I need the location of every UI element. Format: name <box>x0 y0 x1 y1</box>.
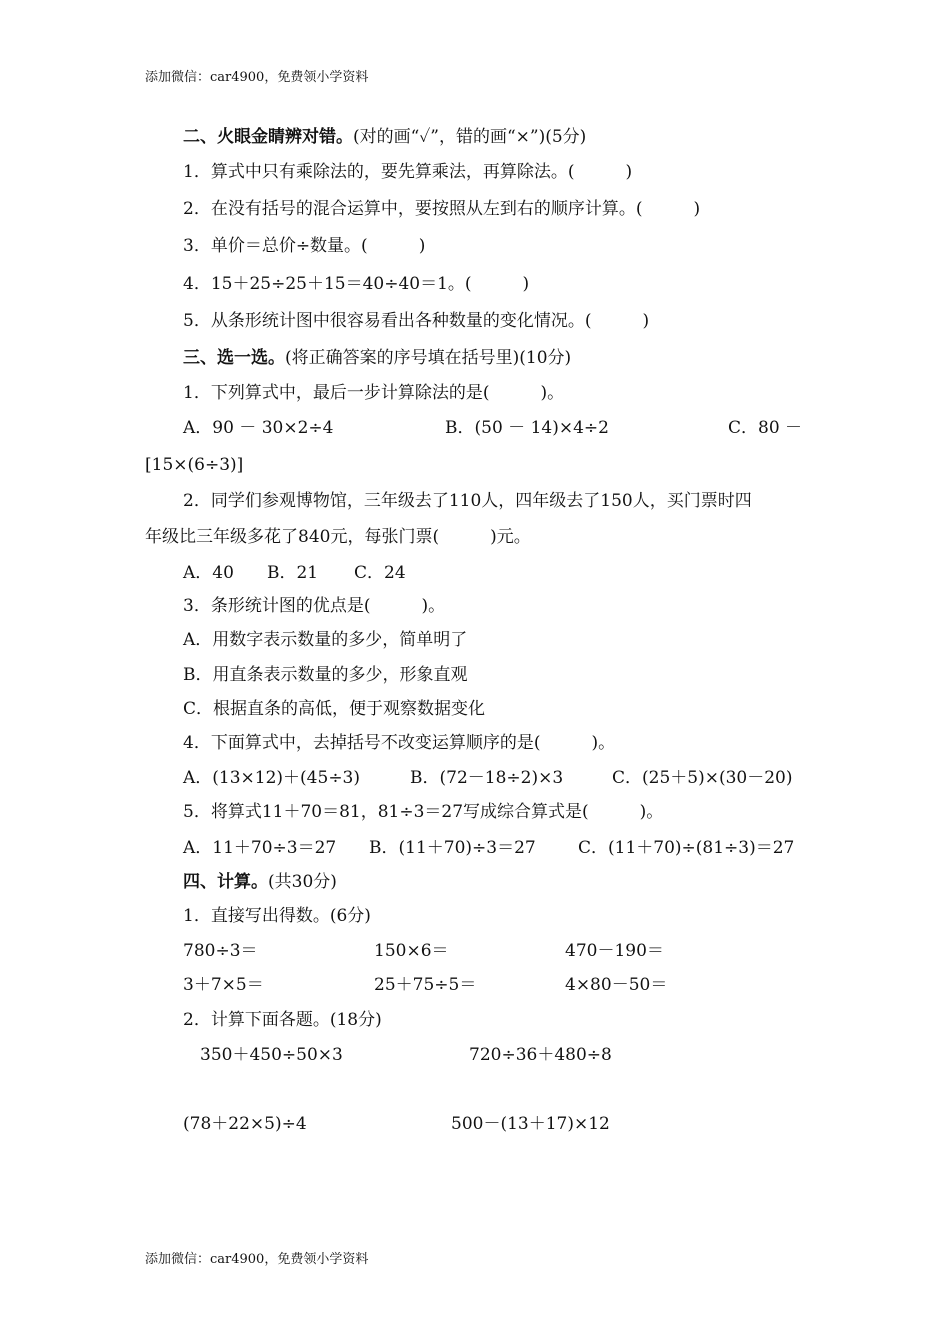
section2-note: (对的画“✓”，错的画“×”)(5分) <box>353 127 587 147</box>
section3-heading <box>183 347 571 369</box>
calc-item: (78＋22×5)÷4 <box>183 1114 307 1134</box>
section3-q3-opt-b: B．用直条表示数量的多少，形象直观 <box>183 665 468 685</box>
section2-item-3: 3．单价＝总价÷数量。( ) <box>183 236 426 256</box>
section2-item-5: 5．从条形统计图中很容易看出各种数量的变化情况。( ) <box>183 311 650 331</box>
section3-q1-opt-a: A．90 － 30×2÷4 <box>183 418 334 438</box>
section3-q5-opt-b: B．(11＋70)÷3＝27 <box>369 838 536 858</box>
section3-q2-opt-c: C．24 <box>354 563 406 583</box>
section3-title: 三、选一选。 <box>183 348 285 368</box>
section4-heading <box>183 871 337 893</box>
section3-q4-opt-c: C．(25＋5)×(30－20) <box>612 768 793 788</box>
section3-q1-opt-c: C．80 － <box>728 418 803 438</box>
calc-item: 150×6＝ <box>374 941 449 961</box>
page-header: 添加微信：car4900，免费领小学资料 <box>145 70 369 85</box>
section3-q1-cont: [15×(6÷3)] <box>145 455 244 475</box>
calc-item: 4×80－50＝ <box>565 975 668 995</box>
section4-note: (共30分) <box>268 872 337 892</box>
section3-q1-opt-b: B．(50 － 14)×4÷2 <box>445 418 609 438</box>
section4-title: 四、计算。 <box>183 872 268 892</box>
section3-q4-opt-a: A．(13×12)＋(45÷3) <box>183 768 361 788</box>
calc-item: 500－(13＋17)×12 <box>451 1114 610 1134</box>
section3-q2-opt-b: B．21 <box>267 563 319 583</box>
section3-q3-opt-a: A．用数字表示数量的多少，简单明了 <box>183 630 468 650</box>
section3-q3-opt-c: C．根据直条的高低，便于观察数据变化 <box>183 699 486 719</box>
section3-q5-opt-c: C．(11＋70)÷(81÷3)＝27 <box>578 838 795 858</box>
section3-q4: 4．下面算式中，去掉括号不改变运算顺序的是( )。 <box>183 733 616 753</box>
calc-item: 350＋450÷50×3 <box>200 1045 343 1065</box>
section2-item-4: 4．15＋25÷25＋15＝40÷40＝1。( ) <box>183 274 530 294</box>
section2-item-1: 1．算式中只有乘除法的，要先算乘法，再算除法。( ) <box>183 162 633 182</box>
calc-item: 780÷3＝ <box>183 941 258 961</box>
calc-item: 470－190＝ <box>565 941 664 961</box>
section3-q2-opt-a: A．40 <box>183 563 234 583</box>
section3-note: (将正确答案的序号填在括号里)(10分) <box>285 348 572 368</box>
section4-part1-title: 1．直接写出得数。(6分) <box>183 906 371 926</box>
section3-q1: 1．下列算式中，最后一步计算除法的是( )。 <box>183 383 565 403</box>
section4-part2-title: 2．计算下面各题。(18分) <box>183 1010 382 1030</box>
calc-item: 3＋7×5＝ <box>183 975 264 995</box>
section2-title: 二、火眼金睛辨对错。 <box>183 127 353 147</box>
calc-item: 720÷36＋480÷8 <box>469 1045 612 1065</box>
section3-q4-opt-b: B．(72－18÷2)×3 <box>410 768 564 788</box>
section2-item-2: 2．在没有括号的混合运算中，要按照从左到右的顺序计算。( ) <box>183 199 701 219</box>
calc-item: 25＋75÷5＝ <box>374 975 477 995</box>
page-footer: 添加微信：car4900，免费领小学资料 <box>145 1252 369 1267</box>
section3-q2-line2: 年级比三年级多花了840元，每张门票( )元。 <box>145 527 531 547</box>
section3-q5-opt-a: A．11＋70÷3＝27 <box>183 838 337 858</box>
section2-heading <box>183 126 586 148</box>
section3-q3: 3．条形统计图的优点是( )。 <box>183 596 446 616</box>
section3-q5: 5．将算式11＋70＝81，81÷3＝27写成综合算式是( )。 <box>183 802 664 822</box>
section3-q2-line1: 2．同学们参观博物馆，三年级去了110人，四年级去了150人，买门票时四 <box>183 491 752 511</box>
